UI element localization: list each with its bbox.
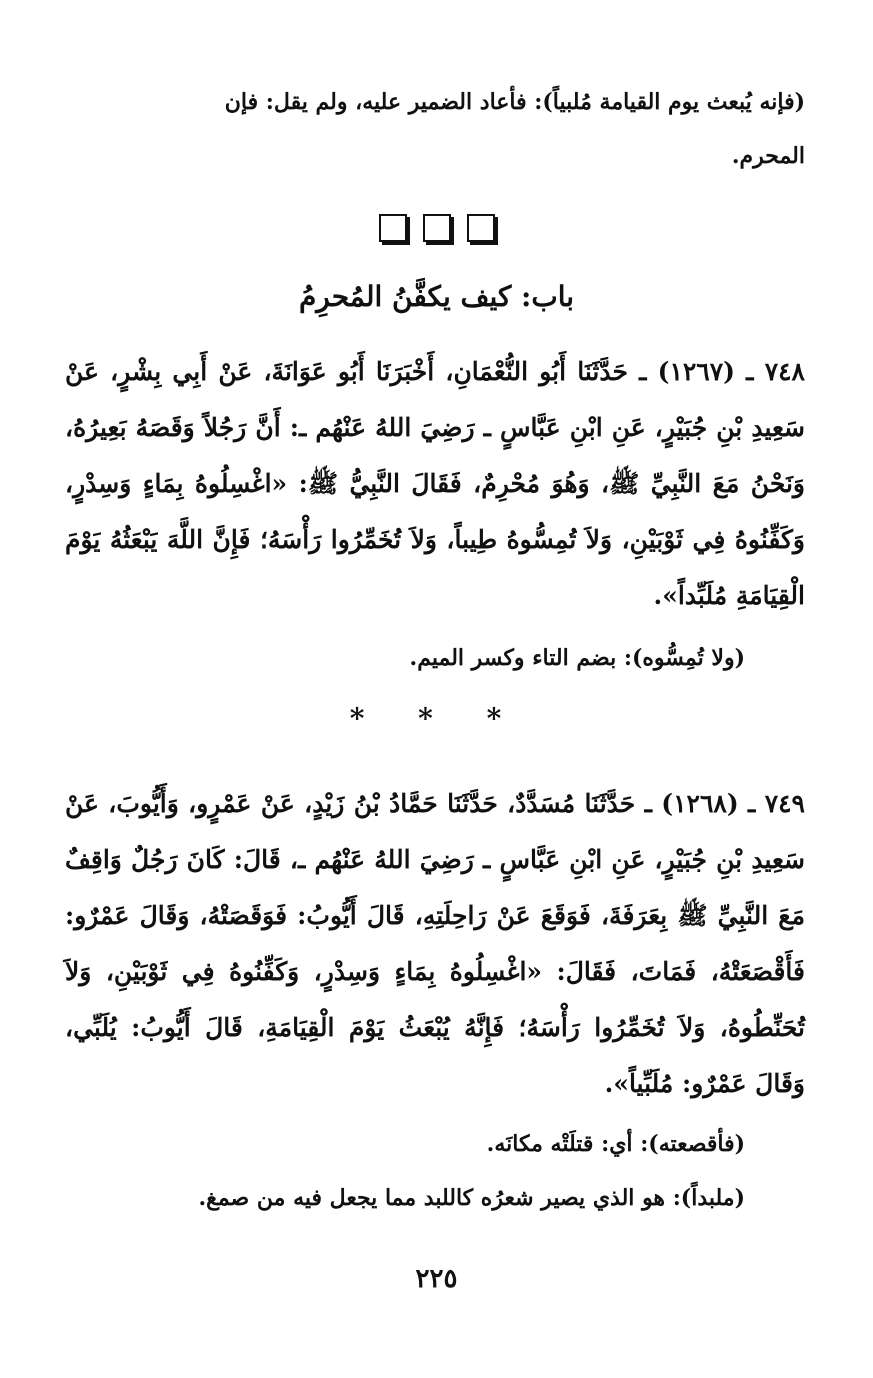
notes-749 (65, 1124, 805, 1218)
hadith-749-text: ٧٤٩ ـ (١٢٦٨) ـ حَدَّثَنَا مُسَدَّدٌ، حَدَّثَنَا حَمَّادُ بْنُ زَيْدٍ، عَنْ عَمْرٍو، وَأَيُّوبَ، عَنْ سَعِيدِ بْنِ جُبَيْرٍ، عَنِ ابْنِ عَبَّاسٍ ـ رَضِيَ اللهُ عَنْهُم ـ، قَالَ: كَانَ رَجُلٌ وَاقِفٌ مَعَ النَّبِيِّ ﷺ بِعَرَفَةَ، فَوَقَعَ عَنْ رَاحِلَتِهِ، قَالَ أَيُّوبُ: فَوَقَصَتْهُ، وَقَالَ عَمْرٌو: فَأَقْصَعَتْهُ، فَمَاتَ، فَقَالَ: «اغْسِلُوهُ بِمَاءٍ وَسِدْرٍ، وَكَفِّنُوهُ فِي ثَوْبَيْنِ، وَلاَ تُحَنِّطُوهُ، وَلاَ تُخَمِّرُوا رَأْسَهُ؛ فَإِنَّهُ يُبْعَثُ يَوْمَ الْقِيَامَةِ، قَالَ أَيُّوبُ: يُلَبِّي، وَقَالَ عَمْرٌو: مُلَبِّياً». (65, 789, 805, 1098)
chapter-title: باب: كيف يكفَّنُ المُحرِمُ (298, 280, 575, 313)
hadith-749 (65, 776, 805, 1112)
stars-separator: * * * (349, 702, 524, 735)
note-749-a: (فأقصعته): أي: قتلَتْه مكانَه. (486, 1131, 745, 1157)
note-749-b: (ملبداً): هو الذي يصير شعرُه كاللبد مما يجعل فيه من صمغ. (198, 1185, 745, 1211)
square-ornament-icon (379, 214, 407, 242)
section-divider-ornament (0, 214, 873, 242)
intro-line-1: (فإنه يُبعث يوم القيامة مُلبياً): فأعاد الضمير عليه، ولم يقل: فإن (224, 89, 805, 115)
page-number: ٢٢٥ (415, 1264, 458, 1294)
hadith-748 (65, 344, 805, 624)
intro-line-2: المحرم. (731, 143, 805, 169)
hadith-748-text: ٧٤٨ ـ (١٢٦٧) ـ حَدَّثَنَا أَبُو النُّعْمَانِ، أَخْبَرَنَا أَبُو عَوَانَةَ، عَنْ أَبِي بِشْرٍ، عَنْ سَعِيدِ بْنِ جُبَيْرٍ، عَنِ ابْنِ عَبَّاسٍ ـ رَضِيَ اللهُ عَنْهُم ـ: أَنَّ رَجُلاً وَقَصَهُ بَعِيرُهُ، وَنَحْنُ مَعَ النَّبِيِّ ﷺ، وَهُوَ مُحْرِمٌ، فَقَالَ النَّبِيُّ ﷺ: «اغْسِلُوهُ بِمَاءٍ وَسِدْرٍ، وَكَفِّنُوهُ فِي ثَوْبَيْنِ، وَلاَ تُمِسُّوهُ طِيباً، وَلاَ تُخَمِّرُوا رَأْسَهُ؛ فَإِنَّ اللَّهَ يَبْعَثُهُ يَوْمَ الْقِيَامَةِ مُلَبِّداً». (65, 357, 805, 610)
square-ornament-icon (423, 214, 451, 242)
intro-paragraph (65, 70, 805, 184)
square-ornament-icon (467, 214, 495, 242)
note-748 (65, 638, 805, 678)
note-748-text: (ولا تُمِسُّوه): بضم التاء وكسر الميم. (409, 645, 745, 671)
